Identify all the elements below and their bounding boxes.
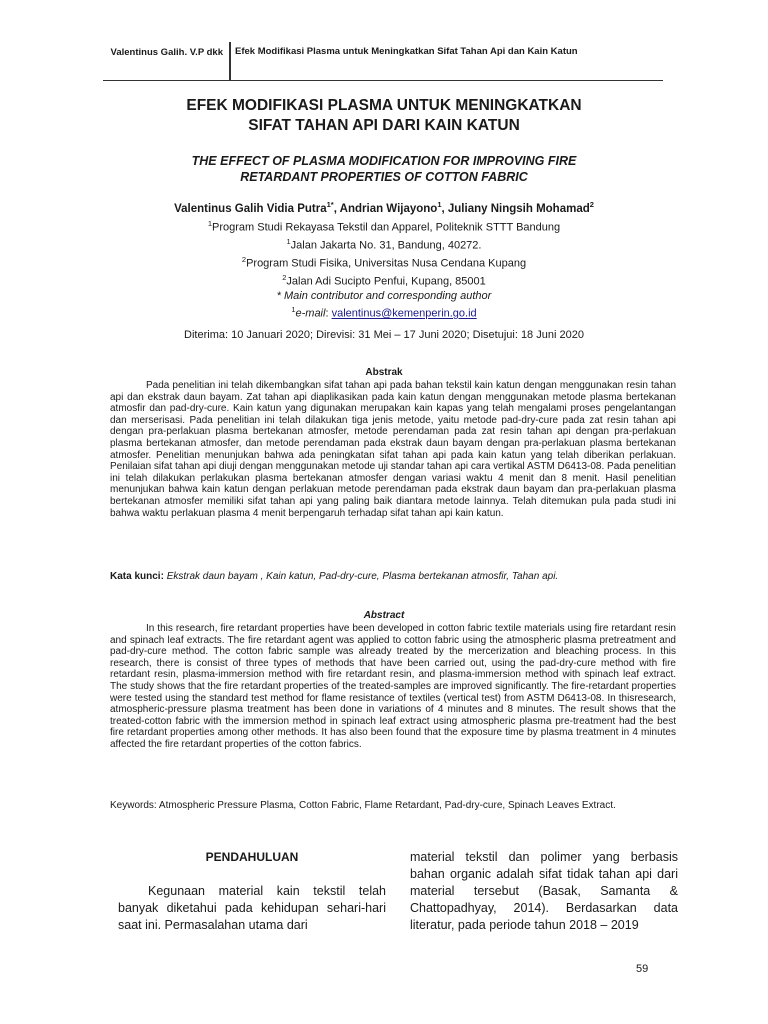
header-journal-title: Efek Modifikasi Plasma untuk Meningkatkan Sifat Tahan Api dan Kain Katun xyxy=(235,46,578,57)
title-line-1: EFEK MODIFIKASI PLASMA UNTUK MENINGKATKAN xyxy=(186,97,582,114)
kata-kunci xyxy=(110,571,676,583)
author-2: Andrian Wijayono xyxy=(339,202,438,215)
keywords-label: Keywords: xyxy=(110,800,157,811)
author-3: Juliany Ningsih Mohamad xyxy=(447,202,590,215)
author-3-sup: 2 xyxy=(589,200,594,209)
page-number: 59 xyxy=(636,963,649,975)
right-paragraph: material tekstil dan polimer yang berbasis bahan organic adalah sifat tidak tahan api dari material tersebut (Basak, Samanta & Chattopadhyay, 2014). Berdasarkan data literatur, pada periode tahun 2018 – 2019 xyxy=(410,850,678,932)
paper-subtitle xyxy=(60,153,708,185)
title-line-2: SIFAT TAHAN API DARI KAIN KATUN xyxy=(248,117,520,134)
keywords xyxy=(110,800,676,812)
right-column xyxy=(410,849,678,934)
keywords-text: Atmospheric Pressure Plasma, Cotton Fabric, Flame Retardant, Pad-dry-cure, Spinach Leaves Extract. xyxy=(158,800,616,811)
submission-dates: Diterima: 10 Januari 2020; Direvisi: 31 Mei – 17 Juni 2020; Disetujui: 18 Juni 2020 xyxy=(184,329,584,341)
left-paragraph: Kegunaan material kain tekstil telah banyak diketahui pada kehidupan sehari-hari saat ini. Permasalahan utama dari xyxy=(118,884,386,932)
abstrak-text: Pada penelitian ini telah dikembangkan sifat tahan api pada bahan tekstil kain katun dengan menggunakan resin tahan api dan ekstrak daun bayam. Zat tahan api diaplikasikan pada kain katun dengan menggunakan metode plasma bertekanan atmosfir dan pad-dry-cure. Kain katun yang digunakan merupakan kain kapas yang telah mengalami proses pengelantangan dan merserisasi. Pada penelitian ini telah dilakukan tiga jenis metode, yaitu metode pad-dry-cure pada zat resin tahan api dengan pra-perlakuan plasma bertekanan atmosfer, metode perendaman pada zat resin tahan api dengan pra-perlakuan plasma bertekanan atmosfer, dan metode perendaman pada ekstrak daun bayam dengan pra-perlakuan plasma bertekanan atmosfer. Penelitian menunjukan bahwa ada peningkatan sifat tahan api pada kain katun yang telah diberikan perlakuan. Penilaian sifat tahan api diuji dengan menggunakan metode uji standar tahan api cara vertikal ASTM D6413-08. Pada penelitian ini telah dilakukan perlakukan plasma bertekanan atmosfer dengan variasi waktu 4 menit dan 8 menit. Hasil penelitian menunjukan bahwa kain katun dengan perlakuan metode perendaman pada ekstrak daun bayam dan pra-perlakuan plasma bertekanan atmosfer memiliki sifat tahan api yang paling baik diantara metode lainnya. Telah ditemukan pula pada studi ini bahwa waktu perlakuan plasma 4 menit berpengaruh terhadap sifat tahan api kain katun. xyxy=(110,380,676,519)
header-divider xyxy=(229,42,231,80)
section-heading: PENDAHULUAN xyxy=(205,850,299,864)
affiliation-1: $^1$Program Studi Rekayasa Tekstil dan Apparel, Politeknik STTT Bandung xyxy=(207,219,561,234)
paper-title xyxy=(60,96,708,136)
author-1: Valentinus Galih Vidia Putra xyxy=(174,202,327,215)
running-header xyxy=(103,40,663,81)
affiliation-2: $^2$Program Studi Fisika, Universitas Nusa Cendana Kupang xyxy=(241,255,527,270)
contributor-note: * Main contributor and corresponding author xyxy=(276,289,492,302)
subtitle-line-2: RETARDANT PROPERTIES OF COTTON FABRIC xyxy=(240,170,528,184)
abstract-text: In this research, fire retardant properties have been developed in cotton fabric textile materials using fire retardant resin and spinach leaf extracts. The fire retardant agent was applied to cotton fabric using the atmospheric plasma pretreatment and pad-dry-cure method. The cotton fabric sample was already treated by the mercerization and bleaching process. In this research, there is consist of three types of methods that have been carried out, using the pad-dry-cure method with fire retardant resin, plasma-immersion method with fire retardant resin, and plasma-immersion method with spinach leaf extract. The study shows that the fire retardant properties of the treated-samples are improved significantly. The fire-retardant properties were tested using the standard test method for flame resistance of textiles (vertical test) from ASTM D6413-08. In thisresearch, atmospheric-pressure plasma treatment has been done in variations of 4 minutes and 8 minutes. The result shows that the treated-cotton fabric with the immersion method in spinach leaf extract using atmospheric plasma pre-treatment had the best fire retardant properties among other methods. It has also been found that the exposure time by plasma treatment in 4 minutes affected the fire retardant properties of the cotton fabrics. xyxy=(110,623,676,750)
kata-kunci-text: Ekstrak daun bayam , Kain katun, Pad-dry-cure, Plasma bertekanan atmosfir, Tahan api. xyxy=(166,571,559,582)
author-list: Valentinus Galih Vidia Putra$^{1*}$, Andrian Wijayono$^1$, Juliany Ningsih Mohamad$^2$ xyxy=(174,200,594,215)
email-link[interactable]: valentinus@kemenperin.go.id xyxy=(331,307,477,320)
author-2-sup: 1 xyxy=(437,200,442,209)
kata-kunci-label: Kata kunci: xyxy=(110,571,164,582)
subtitle-line-1: THE EFFECT OF PLASMA MODIFICATION FOR IMPROVING FIRE xyxy=(191,154,577,168)
author-1-sup: 1* xyxy=(326,200,334,209)
header-author: Valentinus Galih. V.P dkk xyxy=(110,47,223,58)
affiliation-1-address: $^1$Jalan Jakarta No. 31, Bandung, 40272. xyxy=(286,237,482,252)
abstrak-heading: Abstrak xyxy=(365,367,403,378)
left-column xyxy=(118,849,386,934)
abstract-heading: Abstract xyxy=(363,610,405,621)
affiliation-2-address: $^2$Jalan Adi Sucipto Penfui, Kupang, 85001 xyxy=(282,273,486,289)
email-line: $^1$e-mail: valentinus@kemenperin.go.id xyxy=(291,305,477,320)
affiliations xyxy=(60,217,708,321)
